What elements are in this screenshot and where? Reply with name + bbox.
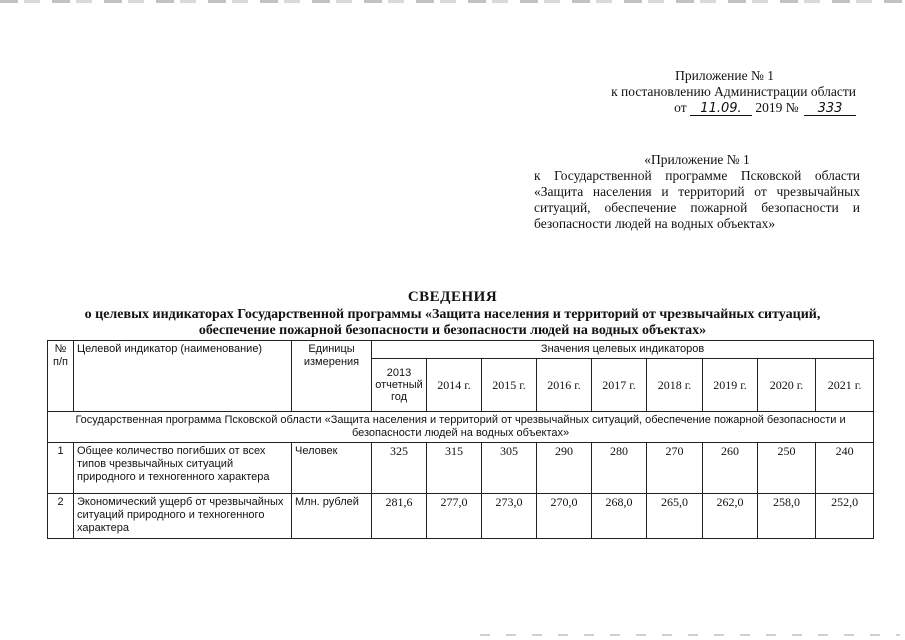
- row-value: 273,0: [482, 494, 537, 539]
- scan-edge-top: [0, 0, 905, 3]
- table-row: [48, 494, 874, 539]
- row-num: 2: [48, 494, 74, 539]
- row-value: 270,0: [537, 494, 592, 539]
- row-value: 262,0: [703, 494, 758, 539]
- appendix-title: Приложение № 1: [675, 68, 774, 83]
- header-num: № п/п: [48, 341, 74, 412]
- header-year: 2014 г.: [427, 359, 482, 412]
- table-section-row: [48, 412, 874, 443]
- row-value: 252,0: [816, 494, 874, 539]
- appendix-decree-ref: к постановлению Администрации области: [611, 84, 856, 99]
- row-value: 290: [537, 443, 592, 494]
- section-title: Государственная программа Псковской области «Защита населения и территорий от чрезвычайных ситуаций, обеспечение пожарной безопасности и безопасности людей на водных объектах»: [48, 412, 874, 443]
- header-year: 2018 г.: [647, 359, 703, 412]
- header-indicator: Целевой индикатор (наименование): [74, 341, 292, 412]
- row-value: 270: [647, 443, 703, 494]
- row-value: 277,0: [427, 494, 482, 539]
- row-indicator: Общее количество погибших от всех типов чрезвычайных ситуаций природного и техногенного характера: [74, 443, 292, 494]
- row-value: 265,0: [647, 494, 703, 539]
- original-appendix-heading: «Приложение № 1: [644, 152, 750, 167]
- row-value: 250: [758, 443, 816, 494]
- row-value: 260: [703, 443, 758, 494]
- year-text: 2019 №: [755, 100, 799, 115]
- row-num: 1: [48, 443, 74, 494]
- indicators-table: [47, 340, 874, 539]
- row-value: 240: [816, 443, 874, 494]
- title-line-2: обеспечение пожарной безопасности и безопасности людей на водных объектах»: [198, 323, 707, 338]
- document-title: [0, 289, 905, 339]
- scan-edge-bottom: [480, 634, 900, 636]
- title-line-1: о целевых индикаторах Государственной программы «Защита населения и территорий от чрезвычайных ситуаций,: [84, 307, 821, 322]
- handwritten-number: 333: [804, 102, 856, 116]
- header-units: Единицы измерения: [292, 341, 372, 412]
- original-appendix-body: к Государственной программе Псковской области «Защита населения и территорий от чрезвычайных ситуаций, обеспечение пожарной безопасности и безопасности людей на водных объектах»: [534, 168, 860, 231]
- table-row: [48, 443, 874, 494]
- handwritten-date: 11.09.: [690, 102, 752, 116]
- row-value: 281,6: [372, 494, 427, 539]
- row-units: Млн. рублей: [292, 494, 372, 539]
- date-prefix: от: [674, 100, 687, 115]
- table-header-row: [48, 341, 874, 359]
- appendix-date-line: [560, 100, 856, 116]
- header-year: 2017 г.: [592, 359, 647, 412]
- header-year: 2016 г.: [537, 359, 592, 412]
- row-value: 258,0: [758, 494, 816, 539]
- row-value: 305: [482, 443, 537, 494]
- header-year: 2013 отчетный год: [372, 359, 427, 412]
- header-year: 2015 г.: [482, 359, 537, 412]
- row-indicator: Экономический ущерб от чрезвычайных ситуаций природного и техногенного характера: [74, 494, 292, 539]
- row-value: 280: [592, 443, 647, 494]
- original-appendix-block: [534, 152, 860, 232]
- header-year: 2021 г.: [816, 359, 874, 412]
- row-value: 268,0: [592, 494, 647, 539]
- title-main: СВЕДЕНИЯ: [407, 289, 498, 305]
- row-value: 325: [372, 443, 427, 494]
- header-year: 2019 г.: [703, 359, 758, 412]
- appendix-header: [560, 68, 856, 116]
- header-year: 2020 г.: [758, 359, 816, 412]
- row-units: Человек: [292, 443, 372, 494]
- row-value: 315: [427, 443, 482, 494]
- header-values-group: Значения целевых индикаторов: [372, 341, 874, 359]
